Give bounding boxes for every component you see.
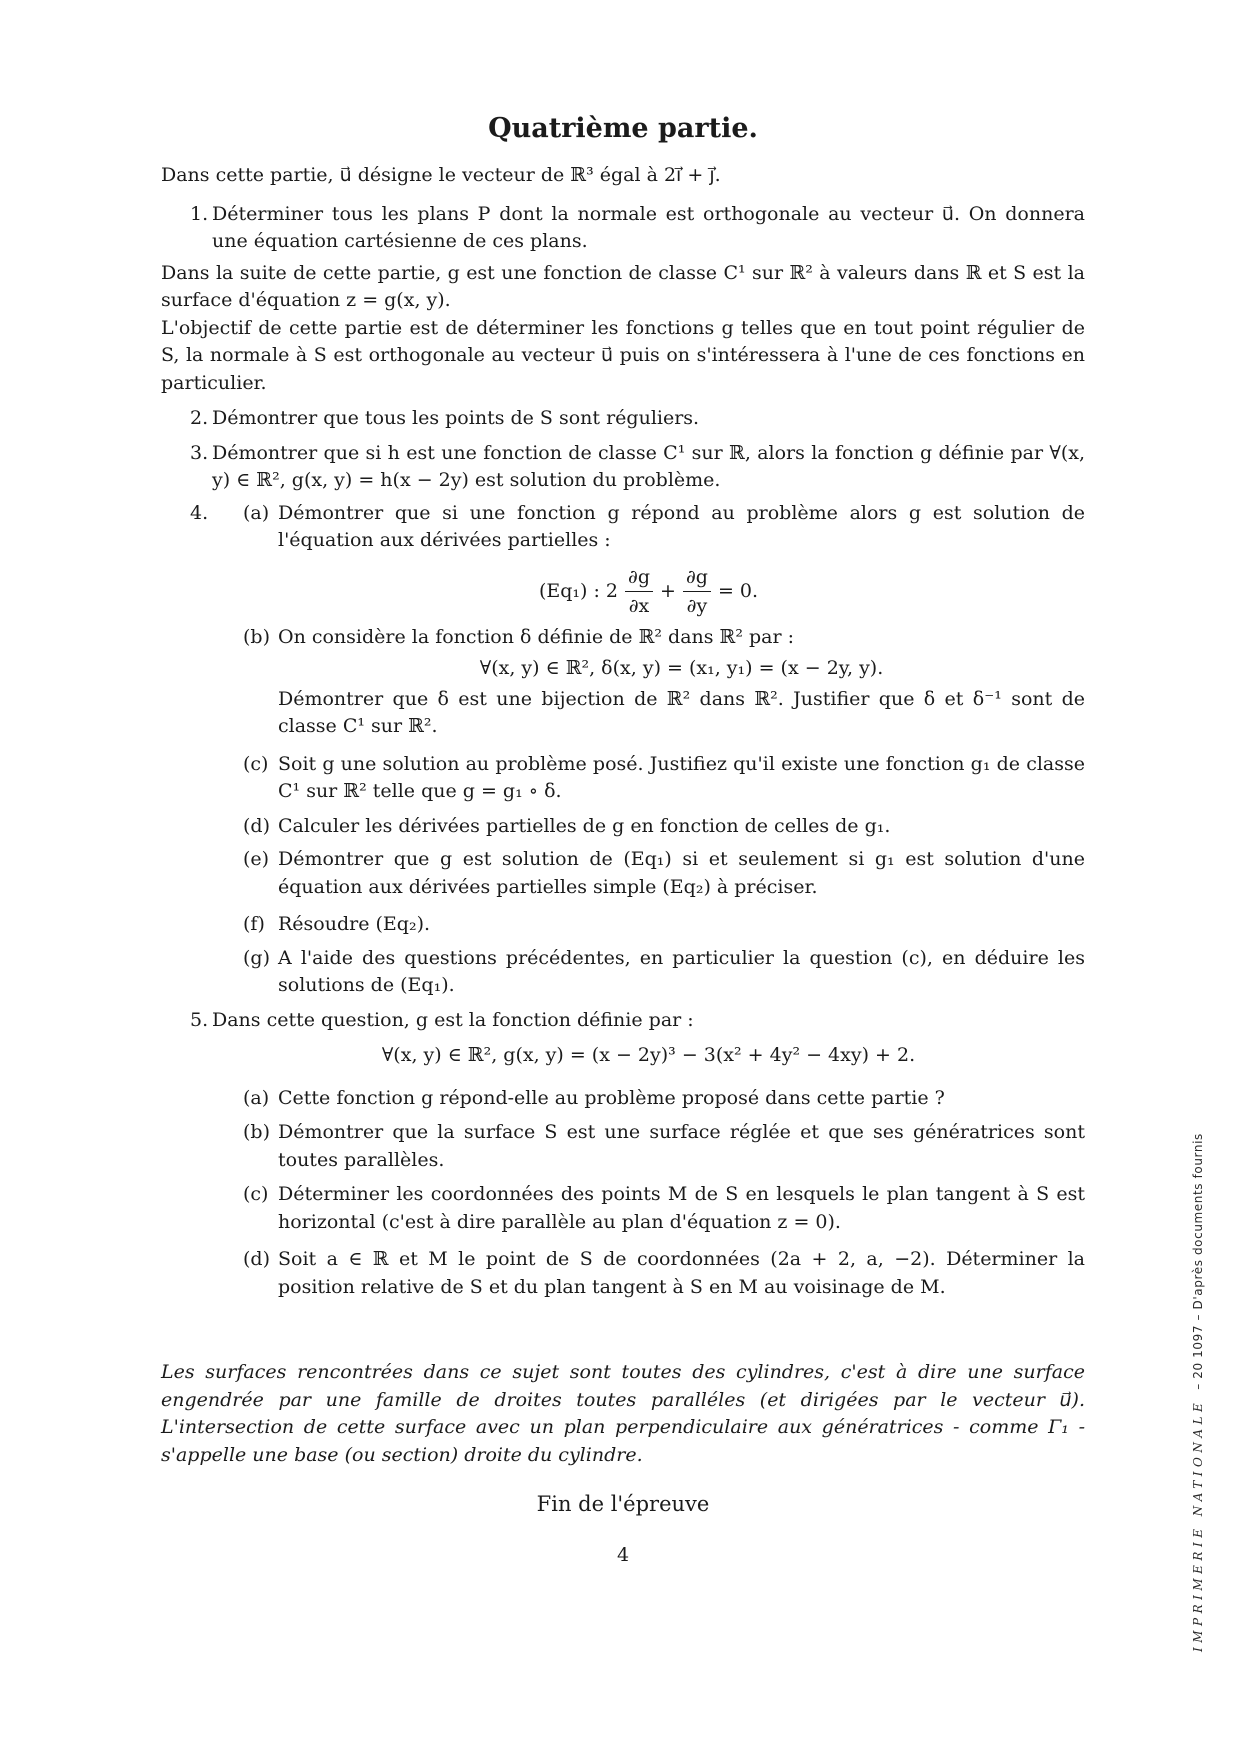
equation-eq1-fraction-1-numerator: ∂g bbox=[625, 565, 653, 592]
question-4e bbox=[212, 846, 1085, 901]
paragraph-g-definition: Dans la suite de cette partie, g est une fonction de classe C¹ sur ℝ² à valeurs dans ℝ et S est la surface d'équation z = g(x, y). bbox=[161, 261, 1085, 311]
equation-eq1-fraction-2-numerator: ∂g bbox=[683, 565, 711, 592]
page-title: Quatrième partie. bbox=[488, 113, 758, 144]
question-4c bbox=[212, 751, 1085, 806]
end-of-exam-label: Fin de l'épreuve bbox=[536, 1492, 710, 1516]
question-4a-label: (a) bbox=[243, 501, 270, 524]
question-5b bbox=[212, 1119, 1085, 1174]
question-4-number: 4. bbox=[190, 501, 209, 524]
question-5c-label: (c) bbox=[243, 1183, 269, 1205]
question-5a-text: Cette fonction g répond-elle au problème proposé dans cette partie ? bbox=[278, 1086, 945, 1109]
question-4g-text: A l'aide des questions précédentes, en particulier la question (c), en déduire les solutions de (Eq₁). bbox=[278, 946, 1085, 996]
imprint-publisher-text: IMPRIMERIE NATIONALE bbox=[1191, 1398, 1205, 1652]
equation-eq1-fraction-2 bbox=[683, 565, 711, 618]
question-4g-label: (g) bbox=[243, 946, 270, 969]
question-4d-text: Calculer les dérivées partielles de g en fonction de celles de g₁. bbox=[278, 814, 891, 837]
question-4d-label: (d) bbox=[243, 814, 270, 837]
question-4b-text2: Démontrer que δ est une bijection de ℝ² dans ℝ². Justifier que δ et δ⁻¹ sont de classe C¹ sur ℝ². bbox=[278, 687, 1085, 737]
question-4b-body bbox=[278, 624, 1085, 741]
question-4d bbox=[212, 813, 1085, 841]
question-5b-label: (b) bbox=[243, 1121, 270, 1143]
question-4a bbox=[212, 500, 1085, 555]
page-number: 4 bbox=[616, 1543, 630, 1566]
question-5-body bbox=[212, 1007, 1085, 1302]
question-4e-text: Démontrer que g est solution de (Eq₁) si et seulement si g₁ est solution d'une équation aux dérivées partielles simple (Eq₂) à préciser. bbox=[278, 848, 1085, 898]
question-5d-label: (d) bbox=[243, 1248, 270, 1270]
equation-eq1-fraction-2-denominator: ∂y bbox=[686, 595, 708, 617]
question-5b-text: Démontrer que la surface S est une surface réglée et que ses génératrices sont toutes parallèles. bbox=[278, 1121, 1085, 1171]
question-4f-text: Résoudre (Eq₂). bbox=[278, 913, 431, 935]
equation-eq1-fraction-1 bbox=[625, 565, 653, 618]
equation-eq1-lhs: (Eq₁) : 2 bbox=[538, 579, 619, 602]
question-3-number: 3. bbox=[190, 441, 209, 464]
paragraph-objective: L'objectif de cette partie est de déterminer les fonctions g telles que en tout point régulier de S, la normale à S est orthogonale au vecteur u⃗ puis on s'intéressera à l'une de ces fonctions en particulier. bbox=[161, 316, 1085, 394]
question-5d-text: Soit a ∈ ℝ et M le point de S de coordonnées (2a + 2, a, −2). Déterminer la position relative de S et du plan tangent à S en M au voisinage de M. bbox=[278, 1248, 1085, 1298]
question-4f bbox=[212, 911, 1085, 939]
question-3-text: Démontrer que si h est une fonction de classe C¹ sur ℝ, alors la fonction g définie par ∀(x, y) ∈ ℝ², g(x, y) = h(x − 2y) est solution du problème. bbox=[212, 441, 1085, 491]
equation-eq1-rhs: = 0. bbox=[717, 579, 759, 602]
text-block bbox=[161, 100, 1085, 1569]
intro-paragraph: Dans cette partie, u⃗ désigne le vecteur de ℝ³ égal à 2i⃗ + j⃗. bbox=[161, 164, 721, 186]
question-4 bbox=[161, 500, 1085, 1000]
question-3 bbox=[161, 440, 1085, 495]
question-1-text: Déterminer tous les plans P dont la normale est orthogonale au vecteur u⃗. On donnera une équation cartésienne de ces plans. bbox=[212, 202, 1085, 252]
equation-delta: ∀(x, y) ∈ ℝ², δ(x, y) = (x₁, y₁) = (x − 2y, y). bbox=[479, 657, 884, 679]
question-5a bbox=[212, 1085, 1085, 1113]
question-4e-label: (e) bbox=[243, 848, 270, 870]
question-5d bbox=[212, 1246, 1085, 1301]
question-5-intro: Dans cette question, g est la fonction définie par : bbox=[212, 1008, 694, 1031]
question-4g bbox=[212, 945, 1085, 1000]
question-5c-text: Déterminer les coordonnées des points M de S en lesquels le plan tangent à S est horizontal (c'est à dire parallèle au plan d'équation z = 0). bbox=[278, 1183, 1085, 1233]
question-5a-label: (a) bbox=[243, 1086, 270, 1109]
question-4-sublist bbox=[212, 500, 1085, 1000]
question-5-number: 5. bbox=[190, 1008, 209, 1031]
question-4b-label: (b) bbox=[243, 625, 270, 648]
question-2-number: 2. bbox=[190, 407, 209, 429]
question-5 bbox=[161, 1007, 1085, 1302]
equation-eq1 bbox=[212, 564, 1085, 620]
printer-imprint bbox=[1191, 1133, 1205, 1652]
question-4c-text: Soit g une solution au problème posé. Justifiez qu'il existe une fonction g₁ de classe C¹ sur ℝ² telle que g = g₁ ∘ δ. bbox=[278, 752, 1085, 802]
question-2 bbox=[161, 405, 1085, 433]
closing-note: Les surfaces rencontrées dans ce sujet sont toutes des cylindres, c'est à dire une surface engendrée par une famille de droites toutes paralléles (et dirigées par le vecteur u⃗). L'intersection de cette surface avec un plan perpendiculaire aux génératrices - comme Γ₁ - s'appelle une base (ou section) droite du cylindre. bbox=[161, 1361, 1085, 1466]
question-4a-text: Démontrer que si une fonction g répond au problème alors g est solution de l'équation aux dérivées partielles : bbox=[278, 501, 1085, 551]
imprint-reference-text: – 20 1097 – D'après documents fournis bbox=[1191, 1133, 1205, 1390]
question-4c-label: (c) bbox=[243, 752, 269, 775]
question-5c bbox=[212, 1181, 1085, 1236]
equation-eq1-plus-operator: + bbox=[660, 579, 676, 602]
equation-g-definition: ∀(x, y) ∈ ℝ², g(x, y) = (x − 2y)³ − 3(x² + 4y² − 4xy) + 2. bbox=[381, 1044, 916, 1066]
question-4b bbox=[212, 624, 1085, 741]
question-1-number: 1. bbox=[190, 202, 209, 225]
question-4b-text: On considère la fonction δ définie de ℝ² dans ℝ² par : bbox=[278, 625, 795, 648]
question-1 bbox=[161, 201, 1085, 256]
equation-eq1-fraction-1-denominator: ∂x bbox=[628, 595, 650, 617]
question-4f-label: (f) bbox=[243, 913, 265, 935]
question-2-text: Démontrer que tous les points de S sont réguliers. bbox=[212, 407, 700, 429]
